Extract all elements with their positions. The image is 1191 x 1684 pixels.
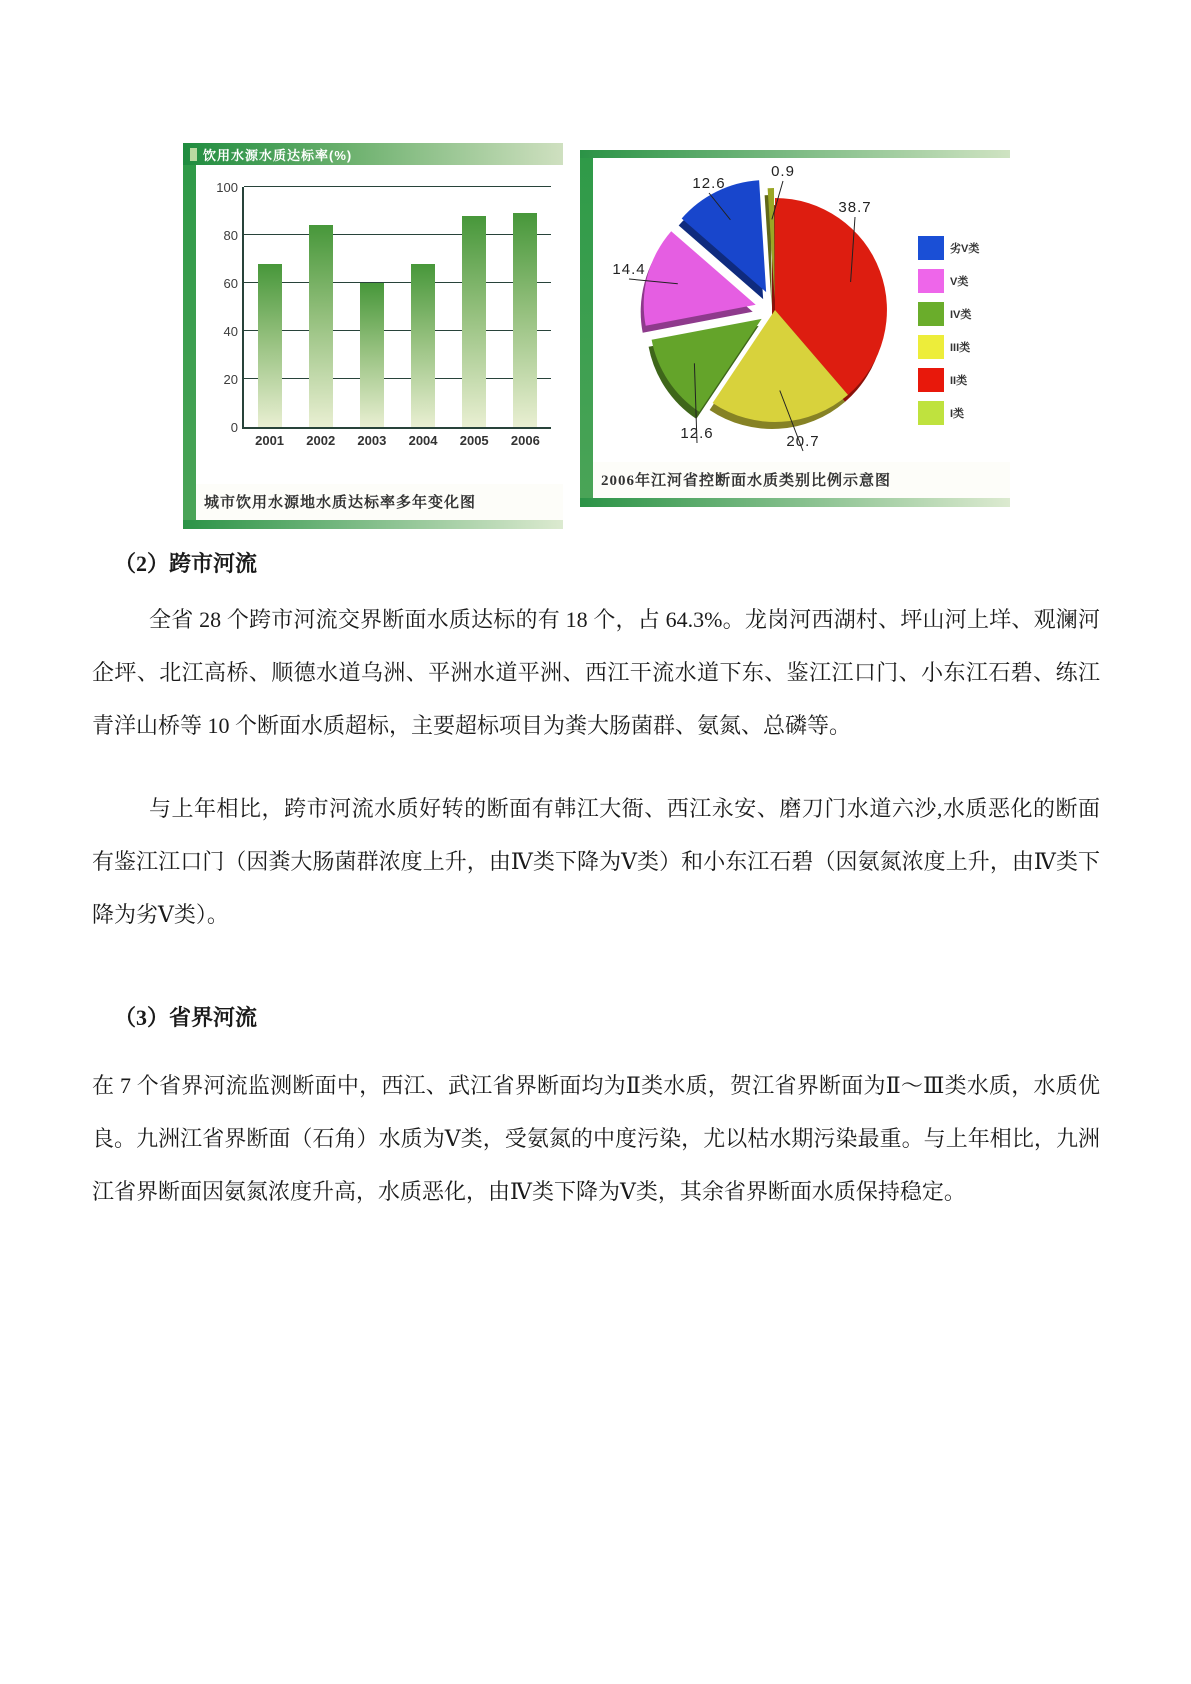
heading-province-border-rivers: （3）省界河流	[114, 1005, 258, 1030]
bar-ytick-60: 60	[223, 276, 238, 291]
paragraph-province-border: 在 7 个省界河流监测断面中，西江、武江省界断面均为Ⅱ类水质，贺江省界断面为Ⅱ～Ⅲ类水质，水质优良。九洲江省界断面（石角）水质为Ⅴ类，受氨氮的中度污染，尤以枯水期污染最重。与上年相比，九洲江省界断面因氨氮浓度升高，水质恶化，由Ⅳ类下降为Ⅴ类，其余省界断面水质保持稳定。	[92, 1073, 1100, 1204]
bar-ytick-40: 40	[223, 324, 238, 339]
legend-swatch-II类	[918, 368, 944, 392]
pie-chart-area	[593, 158, 1010, 462]
legend-row-III类	[918, 335, 1002, 359]
green-side-strip	[580, 158, 593, 498]
bar-ytick-0: 0	[230, 420, 238, 435]
pie-value-II类: 38.7	[838, 198, 872, 216]
legend-row-IV类	[918, 302, 1002, 326]
bar-chart-title: 饮用水源水质达标率(%)	[203, 147, 353, 163]
bar-series	[244, 187, 551, 448]
pie-chart-caption: 2006年江河省控断面水质类别比例示意图	[593, 462, 1010, 498]
legend-swatch-IV类	[918, 302, 944, 326]
pie-value-V类: 14.4	[612, 260, 646, 278]
legend-label-I类: I类	[950, 408, 965, 420]
figures-row	[0, 0, 1191, 525]
legend-label-IV类: IV类	[950, 309, 972, 321]
bar-column-2005	[459, 187, 489, 448]
bar-column-2004	[408, 187, 438, 448]
bar-2003	[360, 283, 384, 427]
legend-swatch-I类	[918, 401, 944, 425]
heading-cross-city-rivers: （2）跨市河流	[114, 551, 258, 576]
bar-column-2006	[510, 187, 540, 448]
bar-xlabel-2003: 2003	[357, 433, 387, 448]
figure-pie-chart	[580, 150, 1010, 507]
bar-chart-body	[183, 165, 563, 520]
header-marker-icon	[190, 148, 197, 161]
bar-column-2003	[357, 187, 387, 448]
bar-ytick-100: 100	[216, 180, 238, 195]
bar-xlabel-2001: 2001	[255, 433, 285, 448]
pie-chart-top-bar	[580, 150, 1010, 158]
pie-value-I类: 0.9	[771, 162, 795, 180]
pie-value-IV类: 12.6	[680, 424, 714, 442]
bar-ytick-80: 80	[223, 228, 238, 243]
green-side-strip	[183, 165, 196, 520]
figure-bar-chart	[183, 143, 563, 529]
pie-chart-body	[580, 158, 1010, 498]
bar-xlabel-2002: 2002	[306, 433, 336, 448]
bar-xlabel-2006: 2006	[510, 433, 540, 448]
legend-swatch-III类	[918, 335, 944, 359]
legend-label-劣V类: 劣V类	[950, 243, 980, 255]
legend-label-II类: II类	[950, 375, 968, 387]
bar-2006	[513, 213, 537, 427]
pie-value-劣V类: 12.6	[692, 174, 726, 192]
bar-column-2002	[306, 187, 336, 448]
paragraph-cross-city-1: 全省 28 个跨市河流交界断面水质达标的有 18 个，占 64.3%。龙岗河西湖村、坪山河上垟、观澜河企坪、北江高桥、顺德水道乌洲、平洲水道平洲、西江干流水道下东、鉴江江口门、小东江石碧、练江青洋山桥等 10 个断面水质超标，主要超标项目为粪大肠菌群、氨氮、总磷等。	[92, 607, 1100, 738]
legend-swatch-劣V类	[918, 236, 944, 260]
pie-legend	[918, 236, 1002, 425]
legend-label-V类: V类	[950, 276, 969, 288]
bar-2002	[309, 225, 333, 427]
bar-column-2001	[255, 187, 285, 448]
pie-chart-main	[593, 158, 1010, 498]
document-body	[92, 549, 1100, 1218]
legend-row-劣V类	[918, 236, 1002, 260]
bar-chart-main	[196, 165, 563, 520]
bar-chart-area	[196, 180, 563, 484]
bar-chart-header	[183, 143, 563, 165]
bar-2001	[258, 264, 282, 427]
bar-2004	[411, 264, 435, 427]
legend-row-II类	[918, 368, 1002, 392]
pie-chart-footer-bar	[580, 498, 1010, 507]
bar-xlabel-2004: 2004	[408, 433, 438, 448]
legend-row-I类	[918, 401, 1002, 425]
bar-ytick-20: 20	[223, 372, 238, 387]
bar-plot	[216, 180, 551, 448]
legend-swatch-V类	[918, 269, 944, 293]
legend-row-V类	[918, 269, 1002, 293]
bar-chart-footer-bar	[183, 520, 563, 529]
bar-xlabel-2005: 2005	[459, 433, 489, 448]
legend-label-III类: III类	[950, 342, 971, 354]
bar-2005	[462, 216, 486, 427]
paragraph-cross-city-2: 与上年相比，跨市河流水质好转的断面有韩江大衙、西江永安、磨刀门水道六沙,水质恶化的断面有鉴江江口门（因粪大肠菌群浓度上升，由Ⅳ类下降为Ⅴ类）和小东江石碧（因氨氮浓度上升，由Ⅳ类下降为劣Ⅴ类）。	[92, 796, 1100, 927]
bar-chart-caption: 城市饮用水源地水质达标率多年变化图	[196, 484, 563, 520]
pie-value-III类: 20.7	[786, 432, 820, 450]
